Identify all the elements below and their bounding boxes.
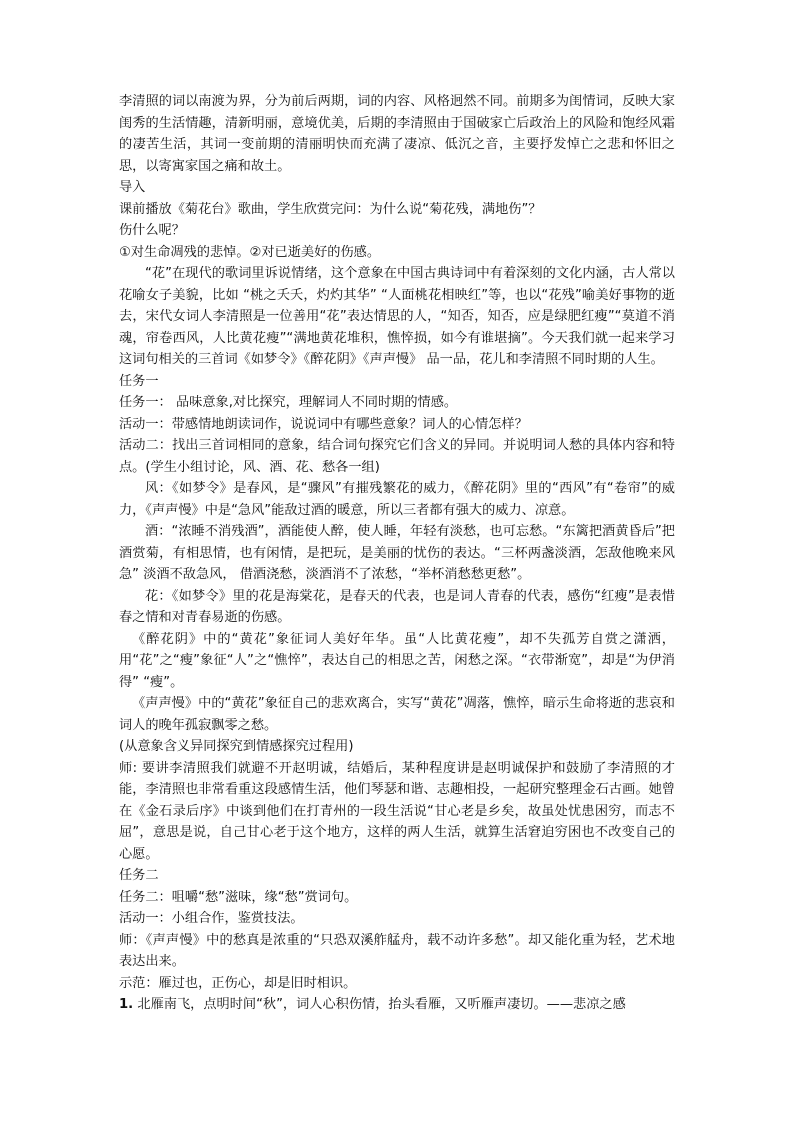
note-line: (从意象含义异同探究到情感探究过程用): [119, 739, 354, 754]
section-heading-intro: 导入: [119, 180, 146, 195]
body-paragraph: 花：《如梦令》里的花是海棠花，是春天的代表，也是词人青春的代表，感伤“红瘦”是表惜春之情和对青春易逝的伤感。: [119, 588, 675, 625]
numbered-item: [119, 994, 675, 1016]
activity-line: 活动二：找出三首词相同的意象，结合词句探究它们含义的异同。并说明词人愁的具体内容和特点。(学生小组讨论，风、酒、花、愁各一组): [119, 438, 675, 475]
body-paragraph: 《声声慢》中的“黄花”象征自己的悲欢离合，实写“黄花”凋落，憔悴，暗示生命将逝的悲哀和词人的晚年孤寂飘零之愁。: [119, 696, 675, 733]
task-line: 任务二：咀嚼“愁”滋味，缘“愁”赏词句。: [119, 889, 358, 905]
task-line: 任务一： 品味意象,对比探究，理解词人不同时期的情感。: [119, 395, 458, 410]
section-heading-task2: 任务二: [119, 868, 159, 883]
body-paragraph: 风：《如梦令》是春风，是“骤风”有摧残繁花的威力，《醉花阴》里的“西风”有“卷帘”的威力，《声声慢》中是“急风”能敌过酒的暖意，所以三者都有强大的威力、凉意。: [119, 481, 675, 518]
body-paragraph: 伤什么呢？: [119, 223, 185, 238]
body-paragraph: 《醉花阴》中的“黄花”象征词人美好年华。虽“人比黄花瘦”，却不失孤芳自赏之潇洒，用“花”之“瘦”象征“人”之“憔悴”，表达自己的相思之苦，闲愁之深。“衣带渐宽”，却是“为伊消 得” “瘦”。: [119, 631, 675, 690]
activity-line: 活动一：小组合作，鉴赏技法。: [119, 911, 304, 926]
body-paragraph: 师：《声声慢》中的愁真是浓重的“只恐双溪舴艋舟，载不动许多愁”。却又能化重为轻，艺术地表达出来。: [119, 932, 675, 969]
body-paragraph: 酒：“浓睡不消残酒”，酒能使人醉，使人睡，年轻有淡愁，也可忘愁。“东篱把酒黄昏后”把酒赏菊，有相思情，也有闲情，是把玩，是美丽的忧伤的表达。“三杯两盏淡酒，怎敌他晚来风急” 淡酒不敌急风， 借酒浇愁，淡酒消不了浓愁，“举杯消愁愁更愁”。: [119, 524, 675, 582]
body-paragraph: 课前播放《菊花台》歌曲，学生欣赏完问：为什么说“菊花残，满地伤”？: [119, 201, 542, 217]
intro-paragraph: 李清照的词以南渡为界，分为前后两期，词的内容、风格迥然不同。前期多为闺情词，反映大家闺秀的生活情趣，清新明丽，意境优美，后期的李清照由于国破家亡后政治上的风险和饱经风霜的凄苦生活，其词一变前期的清丽明快而充满了凄凉、低沉之音，主要抒发悼亡之悲和怀旧之思，以寄寓家国之痛和故土。: [119, 94, 675, 174]
body-paragraph: “花”在现代的歌词里诉说情绪，这个意象在中国古典诗词中有着深刻的文化内涵，古人常以花喻女子美貌，比如 “桃之夭夭，灼灼其华” “人面桃花相映红”等，也以“花残”喻美好事物的逝去，宋代女词人李清照是一位善用“花”表达情思的人，“知否，知否，应是绿肥红瘦”“莫道不消魂，帘卷西风，人比黄花瘦”“满地黄花堆积，憔悴损，如今有谁堪摘”。今天我们就一起来学习这词句相关的三首词《如梦令》《醉花阴》《声声慢》 品一品，花儿和李清照不同时期的人生。: [119, 266, 675, 367]
document-page: [119, 91, 675, 1016]
item-text: 北雁南飞，点明时间“秋”，词人心积伤情，抬头看雁，又听雁声凄切。——悲凉之感: [137, 997, 626, 1012]
body-paragraph: 师: 要讲李清照我们就避不开赵明诚，结婚后，某种程度讲是赵明诚保护和鼓励了李清照的才能，李清照也非常看重这段感情生活，他们琴瑟和谐、志趣相投，一起研究整理金石古画。她曾在《金石录后序》中谈到他们在打青州的一段生活说“甘心老是乡矣，故虽处忧患困穷，而志不屈”，意思是说，自己甘心老于这个地方，这样的两人生活，就算生活窘迫穷困也不改变自己的心愿。: [119, 760, 675, 862]
example-line: 示范：雁过也，正伤心，却是旧时相识。: [119, 975, 357, 991]
body-paragraph: ①对生命凋残的悲悼。②对已逝美好的伤感。: [119, 244, 381, 260]
section-heading-task1: 任务一: [119, 373, 159, 389]
item-number: 1.: [119, 997, 134, 1012]
activity-line: 活动一：带感情地朗读词作，说说词中有哪些意象？词人的心情怎样？: [119, 416, 528, 432]
